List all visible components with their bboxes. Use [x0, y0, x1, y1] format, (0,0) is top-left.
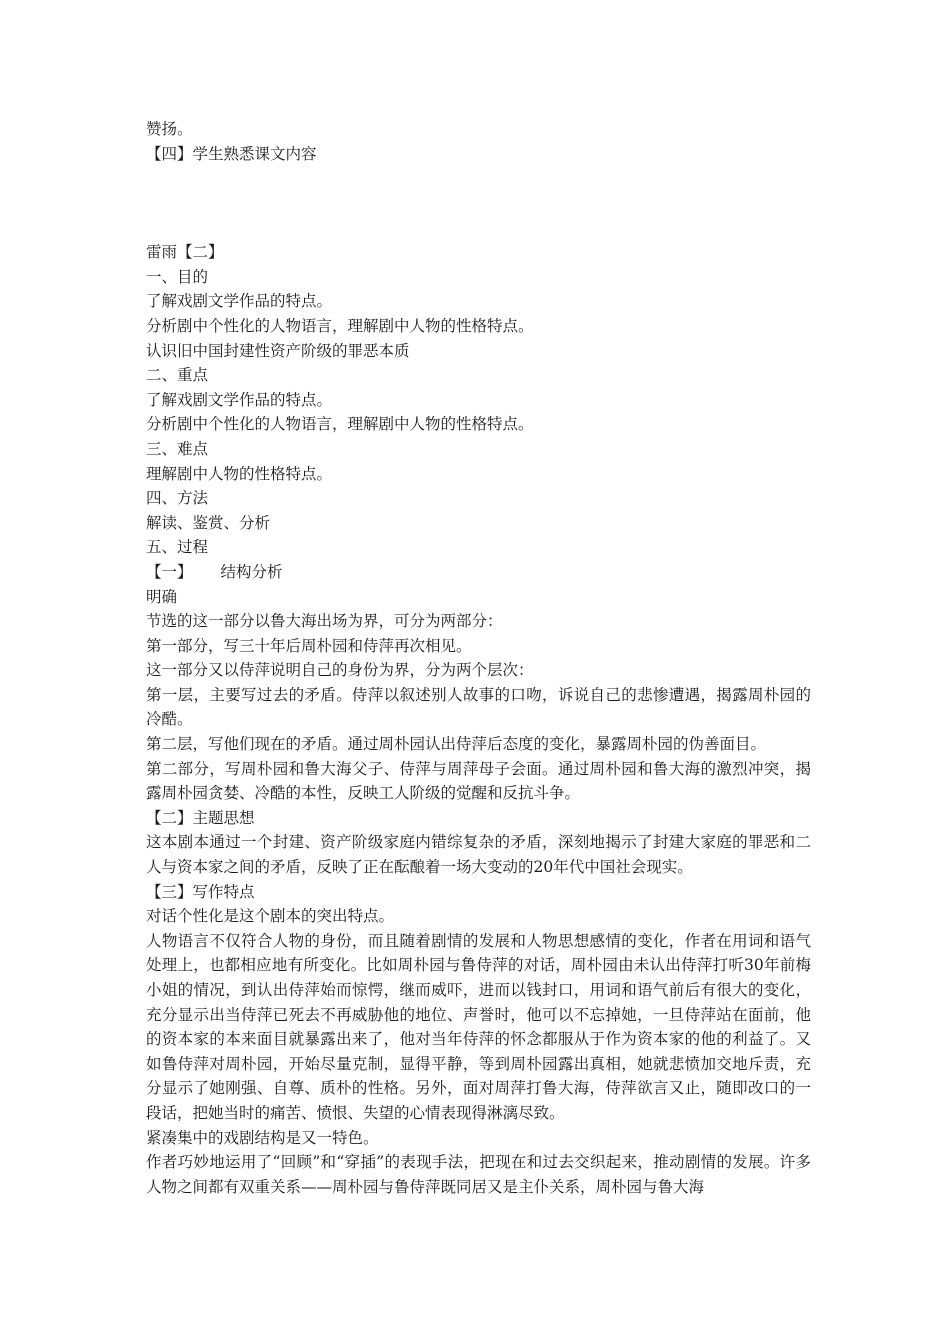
text-line: 了解戏剧文学作品的特点。	[146, 390, 333, 409]
section-heading: 三、难点	[146, 439, 209, 458]
blank-space	[146, 166, 811, 240]
paragraph: 作者巧妙地运用了“回顾”和“穿插”的表现手法，把现在和过去交织起来，推动剧情的发展。许多人物之间都有双重关系——周朴园与鲁侍萍既同居又是主仆关系，周朴园与鲁大海	[146, 1153, 811, 1196]
text-line: 节选的这一部分以鲁大海出场为界，可分为两部分：	[146, 612, 503, 631]
text-line: 理解剧中人物的性格特点。	[146, 464, 333, 483]
text-line: 分析剧中个性化的人物语言，理解剧中人物的性格特点。	[146, 415, 534, 434]
text-line: 认识旧中国封建性资产阶级的罪恶本质	[146, 341, 410, 360]
paragraph: 第一层，主要写过去的矛盾。侍萍以叙述别人故事的口吻，诉说自己的悲惨遭遇，揭露周朴园的冷酷。	[146, 685, 811, 729]
section-heading: 【四】学生熟悉课文内容	[146, 144, 317, 163]
text-line: 赞扬。	[146, 120, 193, 138]
text-line: 分析剧中个性化的人物语言，理解剧中人物的性格特点。	[146, 316, 534, 335]
text-line: 了解戏剧文学作品的特点。	[146, 292, 333, 311]
document-page	[146, 117, 811, 1199]
paragraph: 这本剧本通过一个封建、资产阶级家庭内错综复杂的矛盾，深刻地揭示了封建大家庭的罪恶和二人与资本家之间的矛盾，反映了正在酝酿着一场大变动的20年代中国社会现实。	[146, 833, 811, 877]
text-line: 解读、鉴赏、分析	[146, 513, 271, 532]
text-line: 这一部分又以侍萍说明自己的身份为界，分为两个层次：	[146, 661, 534, 680]
subsection-label: 【一】	[146, 562, 193, 581]
paragraph: 人物语言不仅符合人物的身份，而且随着剧情的发展和人物思想感情的变化，作者在用词和语气处理上，也都相应地有所变化。比如周朴园与鲁侍萍的对话，周朴园由未认出侍萍打听30年前梅小姐的情况，到认出侍萍始而惊愕，继而威吓，进而以钱封口，用词和语气前后有很大的变化，充分显示出当侍萍已死去不再威胁他的地位、声誉时，他可以不忘掉她，一旦侍萍站在面前，他的资本家的本来面目就暴露出来了，他对当年侍萍的怀念都服从于作为资本家的他的利益了。又如鲁侍萍对周朴园，开始尽量克制，显得平静，等到周朴园露出真相，她就悲愤加交地斥责，充分显示了她刚强、自尊、质朴的性格。另外，面对周萍打鲁大海，侍萍欲言又止，随即改口的一段话，把她当时的痛苦、愤恨、失望的心情表现得淋漓尽致。	[146, 931, 811, 1122]
paragraph: 第二层，写他们现在的矛盾。通过周朴园认出侍萍后态度的变化，暴露周朴园的伪善面目。	[146, 735, 767, 754]
text-line: 第一部分，写三十年后周朴园和侍萍再次相见。	[146, 636, 472, 655]
subsection-title: 结构分析	[220, 562, 283, 581]
subsection-heading: 【三】写作特点	[146, 882, 255, 901]
text-line: 对话个性化是这个剧本的突出特点。	[146, 907, 395, 926]
section-heading: 五、过程	[146, 538, 209, 557]
section-heading: 四、方法	[146, 489, 209, 508]
lesson-title: 雷雨【二】	[146, 243, 224, 262]
text-line: 明确	[146, 587, 178, 606]
subsection-heading: 【二】主题思想	[146, 808, 255, 827]
paragraph: 第二部分，写周朴园和鲁大海父子、侍萍与周萍母子会面。通过周朴园和鲁大海的激烈冲突，揭露周朴园贪婪、冷酷的本性，反映工人阶级的觉醒和反抗斗争。	[146, 759, 811, 803]
subsection-heading	[146, 560, 811, 585]
text-line: 紧凑集中的戏剧结构是又一特色。	[146, 1128, 379, 1147]
section-heading: 一、目的	[146, 267, 209, 286]
section-heading: 二、重点	[146, 366, 209, 385]
